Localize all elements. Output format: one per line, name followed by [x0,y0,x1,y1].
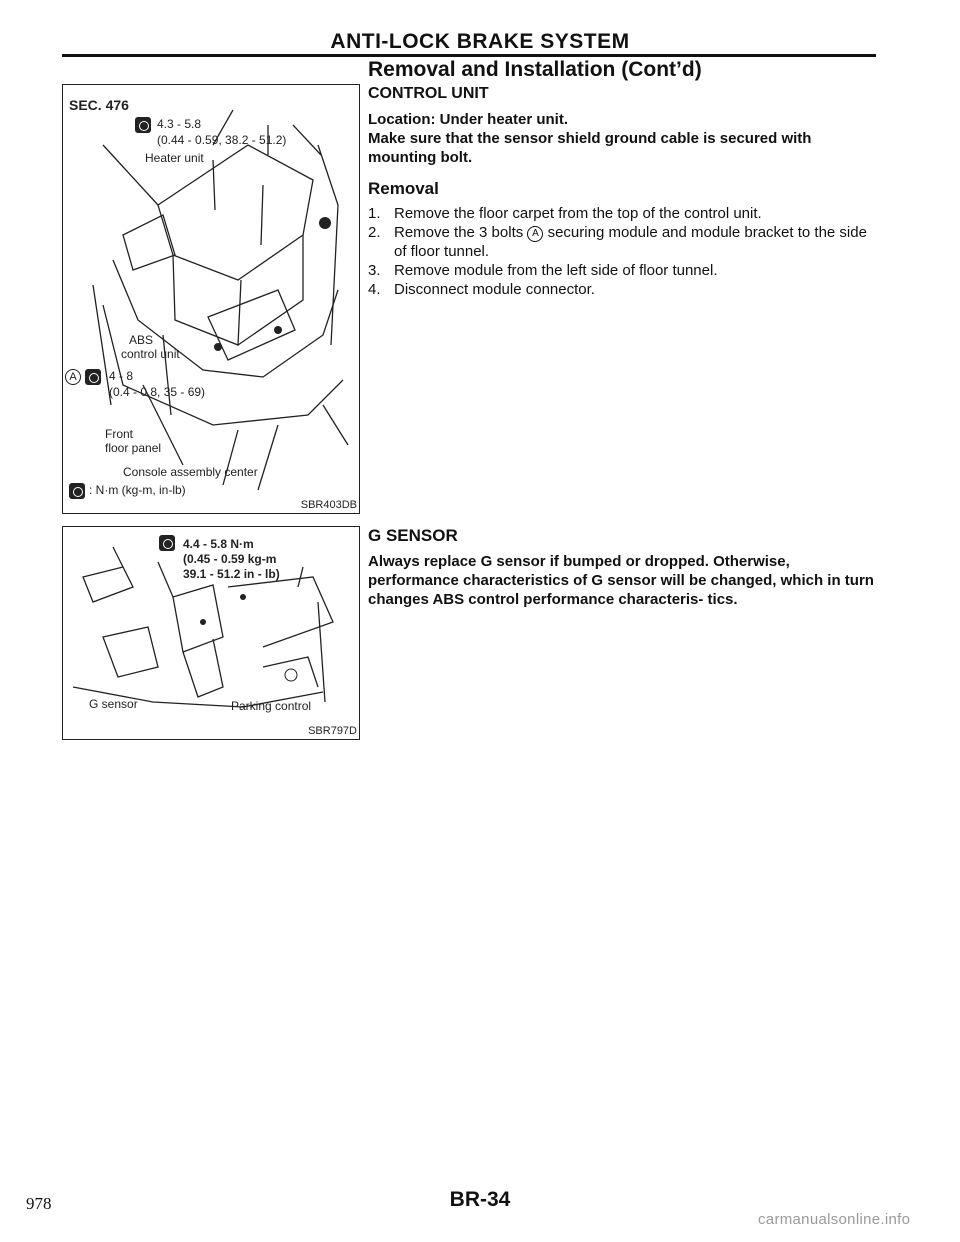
torque-spec-units: (0.4 - 0.8, 35 - 69) [109,385,206,399]
g-sensor-note: Always replace G sensor if bumped or dropped. Otherwise, performance characteristics of G sensor will be changed, which in turn changes ABS control performance characteris- tics. [368,553,874,608]
g-sensor-label: G sensor [89,697,138,711]
step-text: Remove module from the left side of floor tunnel. [394,262,718,279]
page-header-title: ANTI-LOCK BRAKE SYSTEM [330,30,630,53]
g-sensor-heading: G SENSOR [368,526,458,545]
control-unit-section [368,85,878,299]
torque-spec-value: 4 - 8 [109,369,134,383]
figure-abs-control-unit [62,84,360,514]
bolt-a-marker: A [527,226,543,242]
page-number: 978 [26,1194,52,1213]
removal-step [368,223,878,261]
header-rule [62,54,876,57]
step-text-before: Remove the 3 bolts [394,224,524,241]
step-text [394,223,878,261]
location-text: Location: Under heater unit. [368,111,569,128]
console-label: Console assembly center [123,465,258,479]
torque-spec-units: (0.44 - 0.59, 38.2 - 51.2) [157,133,287,147]
torque-icon [69,483,85,499]
step-text: Remove the floor carpet from the top of the control unit. [394,205,762,222]
watermark: carmanualsonline.info [758,1211,911,1228]
bolt-a-callout: A [65,369,81,385]
figure-g-sensor [62,526,360,740]
removal-step [368,204,878,223]
step-number: 3. [368,262,381,279]
torque-spec-kgm: (0.45 - 0.59 kg-m [183,552,277,566]
page-code: BR-34 [449,1188,511,1211]
step-text: Disconnect module connector. [394,281,595,298]
step-number: 4. [368,281,381,298]
step-text-after: securing module and module bracket to the side of floor tunnel. [394,224,867,260]
section-title: Removal and Installation (Cont’d) [368,58,702,81]
removal-step [368,280,878,299]
step-number: 1. [368,205,381,222]
abs-label: ABS [129,333,154,347]
ground-cable-note: Make sure that the sensor shield ground cable is secured with mounting bolt. [368,130,812,166]
torque-spec-value: 4.3 - 5.8 [157,117,202,131]
figure-code: SBR797D [308,725,357,737]
units-legend: : N·m (kg-m, in-lb) [89,483,186,497]
heater-unit-label: Heater unit [145,151,204,165]
removal-steps [368,204,878,299]
torque-spec-nm: 4.4 - 5.8 N·m [183,537,254,551]
g-sensor-section [368,526,878,609]
step-number: 2. [368,224,381,241]
figure-code: SBR403DB [300,499,357,511]
torque-spec-inlb: 39.1 - 51.2 in - lb) [183,567,280,581]
torque-icon [135,117,151,133]
removal-step [368,261,878,280]
control-unit-heading: CONTROL UNIT [368,85,489,102]
section-number: SEC. 476 [69,97,129,113]
torque-icon [159,535,175,551]
parking-control-label: Parking control [231,699,312,713]
control-unit-label: control unit [121,347,180,361]
torque-icon [85,369,101,385]
floor-panel-label: floor panel [105,441,162,455]
front-label: Front [105,427,134,441]
removal-heading: Removal [368,179,439,198]
